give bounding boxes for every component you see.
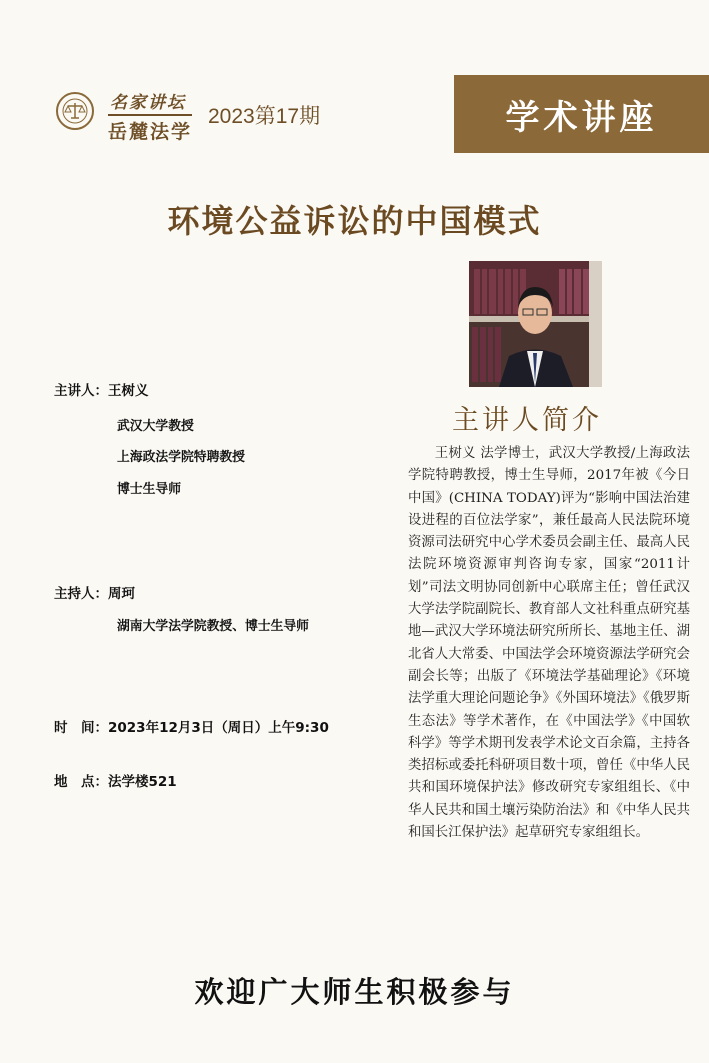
logo-line2: 岳麓法学 (108, 114, 192, 144)
issue-number: 2023第17期 (208, 105, 321, 128)
speaker-title-1: 武汉大学教授 (117, 419, 194, 434)
banner-label: 学术讲座 (454, 75, 709, 153)
bio-text: 王树义 法学博士，武汉大学教授/上海政法学院特聘教授，博士生导师，2017年被《今日中国》(CHINA TODAY)评为“影响中国法治建设进程的百位法学家”，兼任最高人民法院环境资源司法研究中心学术委员会副主任、最高人民法院环境资源审判咨询专家，国家“2011计划”司法文明协同创新中心联席主任；曾任武汉大学法学院副院长、教育部人文社科重点研究基地—武汉大学环境法研究所所长、基地主任、湖北省人大常委、中国法学会环境资源法学研究会副会长等；出版了《环境法学基础理论》《环境法学重大理论问题论争》《外国环境法》《俄罗斯生态法》等学术著作，在《中国法学》《中国软科学》等学术期刊发表学术论文百余篇，主持各类招标或委托科研项目数十项，曾任《中华人民共和国环境保护法》修改研究专家组组长、《中华人民共和国土壤污染防治法》和《中华人民共和国长江保护法》起草研究专家组组长。 (408, 446, 690, 841)
speaker-title-3: 博士生导师 (117, 482, 181, 497)
footer-invitation: 欢迎广大师生积极参与 (194, 975, 515, 1009)
scales-logo-icon (56, 92, 94, 130)
bio-heading: 主讲人简介 (452, 405, 602, 436)
host-title: 湖南大学法学院教授、博士生导师 (117, 619, 309, 634)
speaker-photo (469, 261, 602, 387)
logo-line1: 名家讲坛 (110, 93, 186, 113)
speaker-title-2: 上海政法学院特聘教授 (117, 450, 245, 465)
host-label: 主持人：周珂 (54, 586, 135, 602)
lecture-title: 环境公益诉讼的中国模式 (167, 202, 542, 240)
time-label: 时 间：2023年12月3日（周日）上午9:30 (54, 720, 329, 736)
speaker-label: 主讲人：王树义 (54, 383, 149, 399)
place-label: 地 点：法学楼521 (54, 774, 177, 790)
